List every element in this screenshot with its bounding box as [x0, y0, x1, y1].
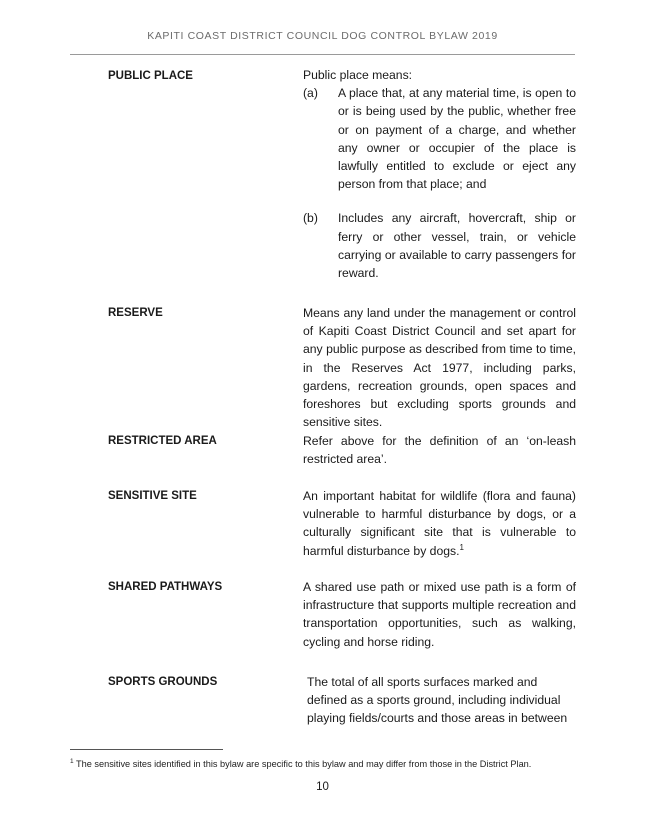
term-public-place: PUBLIC PLACE	[108, 70, 193, 82]
definition-intro: Public place means:	[303, 68, 413, 82]
running-header: KAPITI COAST DISTRICT COUNCIL DOG CONTROL BYLAW 2019	[147, 30, 498, 42]
footnote-reference: 1	[459, 542, 464, 552]
term-sports-grounds: SPORTS GROUNDS	[108, 676, 218, 688]
definition-sports-grounds: The total of all sports surfaces marked and defined as a sports ground, including individual playing fields/courts and those areas in between	[307, 675, 568, 726]
term-shared-pathways: SHARED PATHWAYS	[108, 581, 223, 593]
definition-sensitive-site	[303, 487, 576, 560]
term-restricted-area: RESTRICTED AREA	[108, 435, 217, 447]
footnote-marker: 1	[70, 757, 74, 765]
definition-item-b	[303, 209, 576, 282]
definition-shared-pathways: A shared use path or mixed use path is a form of infrastructure that supports multiple recreation and transportation opportunities, such as walking, cycling and horse riding.	[303, 580, 576, 649]
footnote-text: The sensitive sites identified in this bylaw are specific to this bylaw and may differ from those in the District Plan.	[76, 759, 532, 769]
definition-item-a	[303, 84, 576, 193]
header-divider	[70, 54, 575, 55]
definition-restricted-area: Refer above for the definition of an ‘on-leash restricted area’.	[303, 434, 576, 467]
footnote-divider	[70, 749, 223, 750]
footnote	[70, 759, 590, 769]
definition-reserve: Means any land under the management or control of Kapiti Coast District Council and set apart for any public purpose as described from time to time, in the Reserves Act 1977, including parks, gardens, recreation grounds, open spaces and foreshores but excluding sports grounds and sensitive sites.	[303, 306, 576, 430]
term-sensitive-site: SENSITIVE SITE	[108, 490, 197, 502]
item-label: (a)	[303, 86, 318, 101]
item-label: (b)	[303, 211, 318, 226]
definition-public-place	[303, 66, 576, 282]
item-text: Includes any aircraft, hovercraft, ship or ferry or other vessel, train, or vehicle carrying or available to carry passengers for reward.	[338, 211, 576, 281]
page-number: 10	[316, 781, 329, 793]
definition-text: An important habitat for wildlife (flora and fauna) vulnerable to harmful disturbance by dogs, or a culturally significant site that is vulnerable to harmful disturbance by dogs.	[303, 489, 576, 558]
item-text: A place that, at any material time, is open to or is being used by the public, whether free or on payment of a charge, and whether any owner or occupier of the place is lawfully entitled to exclude or eject any person from that place; and	[338, 86, 576, 192]
term-reserve: RESERVE	[108, 307, 163, 319]
